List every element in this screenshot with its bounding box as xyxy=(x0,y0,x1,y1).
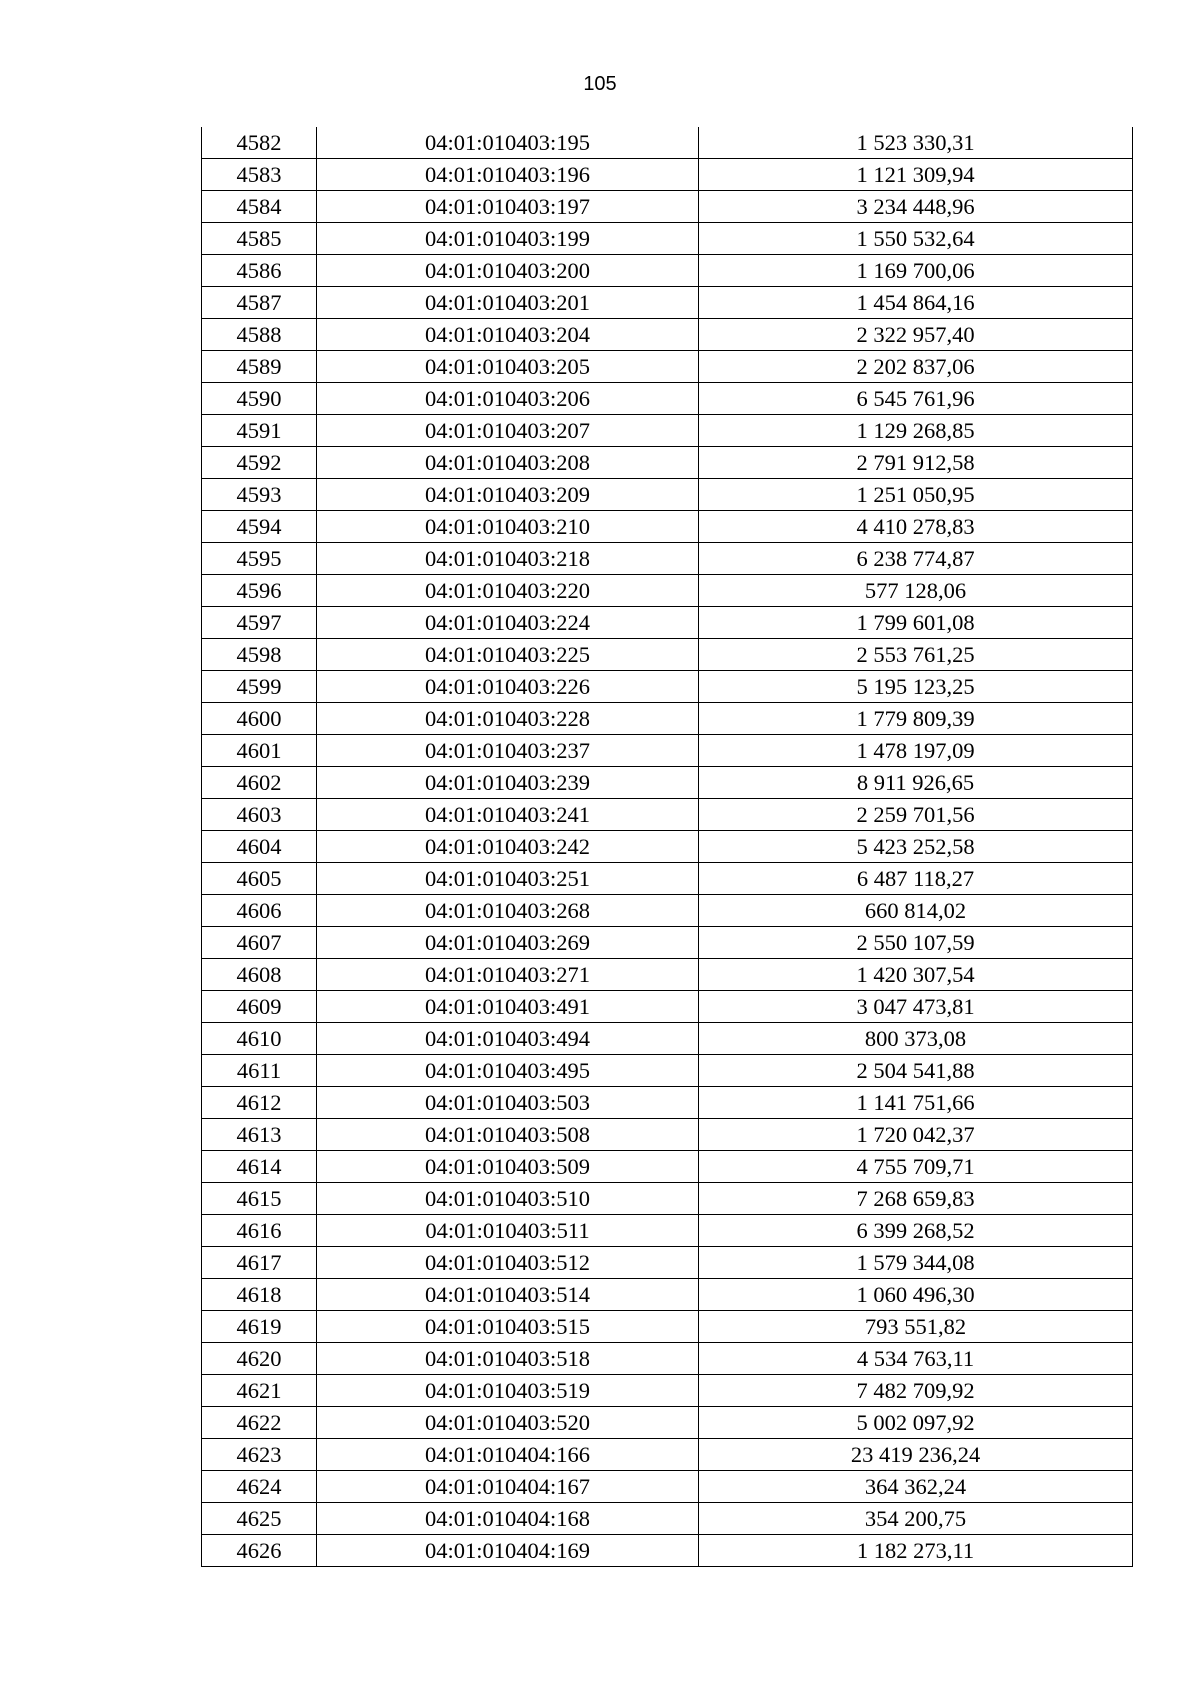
table-row xyxy=(202,863,1133,895)
cadastral-number-cell: 04:01:010403:197 xyxy=(317,191,699,223)
row-number-cell: 4611 xyxy=(202,1055,317,1087)
table-row xyxy=(202,383,1133,415)
table-row xyxy=(202,927,1133,959)
cadastral-number-cell: 04:01:010403:206 xyxy=(317,383,699,415)
table-row xyxy=(202,1311,1133,1343)
cadastral-value-cell: 1 251 050,95 xyxy=(699,479,1133,511)
cadastral-value-cell: 6 399 268,52 xyxy=(699,1215,1133,1247)
cadastral-value-cell: 23 419 236,24 xyxy=(699,1439,1133,1471)
cadastral-number-cell: 04:01:010403:199 xyxy=(317,223,699,255)
cadastral-value-cell: 5 195 123,25 xyxy=(699,671,1133,703)
cadastral-number-cell: 04:01:010403:196 xyxy=(317,159,699,191)
cadastral-number-cell: 04:01:010403:239 xyxy=(317,767,699,799)
row-number-cell: 4626 xyxy=(202,1535,317,1567)
row-number-cell: 4593 xyxy=(202,479,317,511)
cadastral-number-cell: 04:01:010403:503 xyxy=(317,1087,699,1119)
table-row xyxy=(202,351,1133,383)
cadastral-value-cell: 6 487 118,27 xyxy=(699,863,1133,895)
cadastral-number-cell: 04:01:010403:205 xyxy=(317,351,699,383)
row-number-cell: 4584 xyxy=(202,191,317,223)
cadastral-value-cell: 1 454 864,16 xyxy=(699,287,1133,319)
table-row xyxy=(202,831,1133,863)
row-number-cell: 4588 xyxy=(202,319,317,351)
cadastral-number-cell: 04:01:010403:509 xyxy=(317,1151,699,1183)
table-row xyxy=(202,511,1133,543)
row-number-cell: 4619 xyxy=(202,1311,317,1343)
row-number-cell: 4582 xyxy=(202,127,317,159)
cadastral-number-cell: 04:01:010404:166 xyxy=(317,1439,699,1471)
cadastral-number-cell: 04:01:010403:491 xyxy=(317,991,699,1023)
row-number-cell: 4615 xyxy=(202,1183,317,1215)
row-number-cell: 4617 xyxy=(202,1247,317,1279)
cadastral-number-cell: 04:01:010403:242 xyxy=(317,831,699,863)
cadastral-value-cell: 4 755 709,71 xyxy=(699,1151,1133,1183)
row-number-cell: 4609 xyxy=(202,991,317,1023)
table-row xyxy=(202,1055,1133,1087)
cadastral-value-cell: 1 550 532,64 xyxy=(699,223,1133,255)
row-number-cell: 4623 xyxy=(202,1439,317,1471)
cadastral-value-cell: 7 482 709,92 xyxy=(699,1375,1133,1407)
cadastral-value-cell: 3 047 473,81 xyxy=(699,991,1133,1023)
table-row xyxy=(202,191,1133,223)
row-number-cell: 4585 xyxy=(202,223,317,255)
row-number-cell: 4590 xyxy=(202,383,317,415)
row-number-cell: 4616 xyxy=(202,1215,317,1247)
table-row xyxy=(202,159,1133,191)
row-number-cell: 4595 xyxy=(202,543,317,575)
table-row xyxy=(202,543,1133,575)
cadastral-number-cell: 04:01:010403:269 xyxy=(317,927,699,959)
table-row xyxy=(202,735,1133,767)
cadastral-value-cell: 6 545 761,96 xyxy=(699,383,1133,415)
row-number-cell: 4587 xyxy=(202,287,317,319)
table-row xyxy=(202,1087,1133,1119)
cadastral-value-table xyxy=(201,127,1133,1567)
cadastral-value-cell: 4 534 763,11 xyxy=(699,1343,1133,1375)
cadastral-value-cell: 793 551,82 xyxy=(699,1311,1133,1343)
row-number-cell: 4604 xyxy=(202,831,317,863)
table-row xyxy=(202,607,1133,639)
cadastral-value-cell: 2 791 912,58 xyxy=(699,447,1133,479)
table-row xyxy=(202,1503,1133,1535)
table-row xyxy=(202,1343,1133,1375)
cadastral-value-cell: 5 002 097,92 xyxy=(699,1407,1133,1439)
table-row xyxy=(202,575,1133,607)
cadastral-number-cell: 04:01:010403:226 xyxy=(317,671,699,703)
cadastral-value-cell: 577 128,06 xyxy=(699,575,1133,607)
table-row xyxy=(202,287,1133,319)
row-number-cell: 4597 xyxy=(202,607,317,639)
cadastral-number-cell: 04:01:010403:225 xyxy=(317,639,699,671)
table-row xyxy=(202,767,1133,799)
cadastral-value-cell: 1 523 330,31 xyxy=(699,127,1133,159)
row-number-cell: 4594 xyxy=(202,511,317,543)
row-number-cell: 4612 xyxy=(202,1087,317,1119)
table-row xyxy=(202,959,1133,991)
cadastral-value-cell: 1 121 309,94 xyxy=(699,159,1133,191)
cadastral-number-cell: 04:01:010403:511 xyxy=(317,1215,699,1247)
row-number-cell: 4614 xyxy=(202,1151,317,1183)
cadastral-number-cell: 04:01:010403:268 xyxy=(317,895,699,927)
table-row xyxy=(202,639,1133,671)
cadastral-value-cell: 8 911 926,65 xyxy=(699,767,1133,799)
cadastral-value-cell: 7 268 659,83 xyxy=(699,1183,1133,1215)
cadastral-number-cell: 04:01:010403:209 xyxy=(317,479,699,511)
row-number-cell: 4620 xyxy=(202,1343,317,1375)
table-row xyxy=(202,447,1133,479)
cadastral-value-cell: 1 478 197,09 xyxy=(699,735,1133,767)
table-row xyxy=(202,1471,1133,1503)
cadastral-value-cell: 1 579 344,08 xyxy=(699,1247,1133,1279)
table-row xyxy=(202,991,1133,1023)
cadastral-value-cell: 2 322 957,40 xyxy=(699,319,1133,351)
cadastral-number-cell: 04:01:010403:204 xyxy=(317,319,699,351)
row-number-cell: 4598 xyxy=(202,639,317,671)
row-number-cell: 4613 xyxy=(202,1119,317,1151)
cadastral-number-cell: 04:01:010403:514 xyxy=(317,1279,699,1311)
row-number-cell: 4591 xyxy=(202,415,317,447)
table-row xyxy=(202,1215,1133,1247)
row-number-cell: 4589 xyxy=(202,351,317,383)
cadastral-number-cell: 04:01:010403:494 xyxy=(317,1023,699,1055)
row-number-cell: 4608 xyxy=(202,959,317,991)
cadastral-value-cell: 800 373,08 xyxy=(699,1023,1133,1055)
cadastral-value-cell: 3 234 448,96 xyxy=(699,191,1133,223)
cadastral-number-cell: 04:01:010403:518 xyxy=(317,1343,699,1375)
cadastral-number-cell: 04:01:010403:241 xyxy=(317,799,699,831)
cadastral-number-cell: 04:01:010403:519 xyxy=(317,1375,699,1407)
cadastral-value-cell: 6 238 774,87 xyxy=(699,543,1133,575)
cadastral-value-cell: 1 720 042,37 xyxy=(699,1119,1133,1151)
row-number-cell: 4605 xyxy=(202,863,317,895)
cadastral-number-cell: 04:01:010403:251 xyxy=(317,863,699,895)
row-number-cell: 4624 xyxy=(202,1471,317,1503)
row-number-cell: 4602 xyxy=(202,767,317,799)
cadastral-value-cell: 2 553 761,25 xyxy=(699,639,1133,671)
table-row xyxy=(202,895,1133,927)
table-row xyxy=(202,799,1133,831)
row-number-cell: 4621 xyxy=(202,1375,317,1407)
cadastral-number-cell: 04:01:010403:195 xyxy=(317,127,699,159)
cadastral-number-cell: 04:01:010403:515 xyxy=(317,1311,699,1343)
cadastral-value-cell: 1 420 307,54 xyxy=(699,959,1133,991)
table-row xyxy=(202,1407,1133,1439)
table-row xyxy=(202,1119,1133,1151)
row-number-cell: 4625 xyxy=(202,1503,317,1535)
row-number-cell: 4622 xyxy=(202,1407,317,1439)
table-row xyxy=(202,703,1133,735)
cadastral-value-cell: 2 259 701,56 xyxy=(699,799,1133,831)
cadastral-number-cell: 04:01:010404:169 xyxy=(317,1535,699,1567)
table-row xyxy=(202,1439,1133,1471)
cadastral-value-cell: 1 060 496,30 xyxy=(699,1279,1133,1311)
cadastral-value-cell: 5 423 252,58 xyxy=(699,831,1133,863)
page-number: 105 xyxy=(583,73,617,95)
cadastral-number-cell: 04:01:010403:271 xyxy=(317,959,699,991)
row-number-cell: 4607 xyxy=(202,927,317,959)
table-row xyxy=(202,671,1133,703)
row-number-cell: 4583 xyxy=(202,159,317,191)
cadastral-value-cell: 2 504 541,88 xyxy=(699,1055,1133,1087)
cadastral-number-cell: 04:01:010403:200 xyxy=(317,255,699,287)
row-number-cell: 4599 xyxy=(202,671,317,703)
table-row xyxy=(202,415,1133,447)
cadastral-number-cell: 04:01:010404:168 xyxy=(317,1503,699,1535)
table-row xyxy=(202,1247,1133,1279)
table-row xyxy=(202,479,1133,511)
row-number-cell: 4606 xyxy=(202,895,317,927)
table-row xyxy=(202,1151,1133,1183)
cadastral-number-cell: 04:01:010403:224 xyxy=(317,607,699,639)
row-number-cell: 4586 xyxy=(202,255,317,287)
table-row xyxy=(202,1279,1133,1311)
cadastral-value-cell: 1 779 809,39 xyxy=(699,703,1133,735)
cadastral-number-cell: 04:01:010403:220 xyxy=(317,575,699,607)
row-number-cell: 4618 xyxy=(202,1279,317,1311)
table-row xyxy=(202,1183,1133,1215)
cadastral-value-cell: 364 362,24 xyxy=(699,1471,1133,1503)
table-row xyxy=(202,1535,1133,1567)
cadastral-value-cell: 4 410 278,83 xyxy=(699,511,1133,543)
cadastral-number-cell: 04:01:010404:167 xyxy=(317,1471,699,1503)
cadastral-number-cell: 04:01:010403:237 xyxy=(317,735,699,767)
row-number-cell: 4600 xyxy=(202,703,317,735)
cadastral-number-cell: 04:01:010403:228 xyxy=(317,703,699,735)
cadastral-number-cell: 04:01:010403:512 xyxy=(317,1247,699,1279)
cadastral-number-cell: 04:01:010403:201 xyxy=(317,287,699,319)
cadastral-value-cell: 2 202 837,06 xyxy=(699,351,1133,383)
table-row xyxy=(202,319,1133,351)
cadastral-value-cell: 354 200,75 xyxy=(699,1503,1133,1535)
cadastral-value-cell: 2 550 107,59 xyxy=(699,927,1133,959)
cadastral-value-cell: 1 141 751,66 xyxy=(699,1087,1133,1119)
table-row xyxy=(202,1023,1133,1055)
cadastral-number-cell: 04:01:010403:208 xyxy=(317,447,699,479)
cadastral-number-cell: 04:01:010403:510 xyxy=(317,1183,699,1215)
row-number-cell: 4601 xyxy=(202,735,317,767)
table-row xyxy=(202,127,1133,159)
cadastral-number-cell: 04:01:010403:508 xyxy=(317,1119,699,1151)
row-number-cell: 4610 xyxy=(202,1023,317,1055)
row-number-cell: 4603 xyxy=(202,799,317,831)
table-row xyxy=(202,255,1133,287)
cadastral-number-cell: 04:01:010403:520 xyxy=(317,1407,699,1439)
table-row xyxy=(202,1375,1133,1407)
cadastral-value-cell: 1 182 273,11 xyxy=(699,1535,1133,1567)
cadastral-value-cell: 1 799 601,08 xyxy=(699,607,1133,639)
cadastral-number-cell: 04:01:010403:495 xyxy=(317,1055,699,1087)
cadastral-number-cell: 04:01:010403:210 xyxy=(317,511,699,543)
cadastral-number-cell: 04:01:010403:218 xyxy=(317,543,699,575)
cadastral-number-cell: 04:01:010403:207 xyxy=(317,415,699,447)
cadastral-value-cell: 660 814,02 xyxy=(699,895,1133,927)
row-number-cell: 4592 xyxy=(202,447,317,479)
cadastral-value-cell: 1 129 268,85 xyxy=(699,415,1133,447)
table-row xyxy=(202,223,1133,255)
cadastral-value-cell: 1 169 700,06 xyxy=(699,255,1133,287)
table-body xyxy=(202,127,1133,1567)
row-number-cell: 4596 xyxy=(202,575,317,607)
